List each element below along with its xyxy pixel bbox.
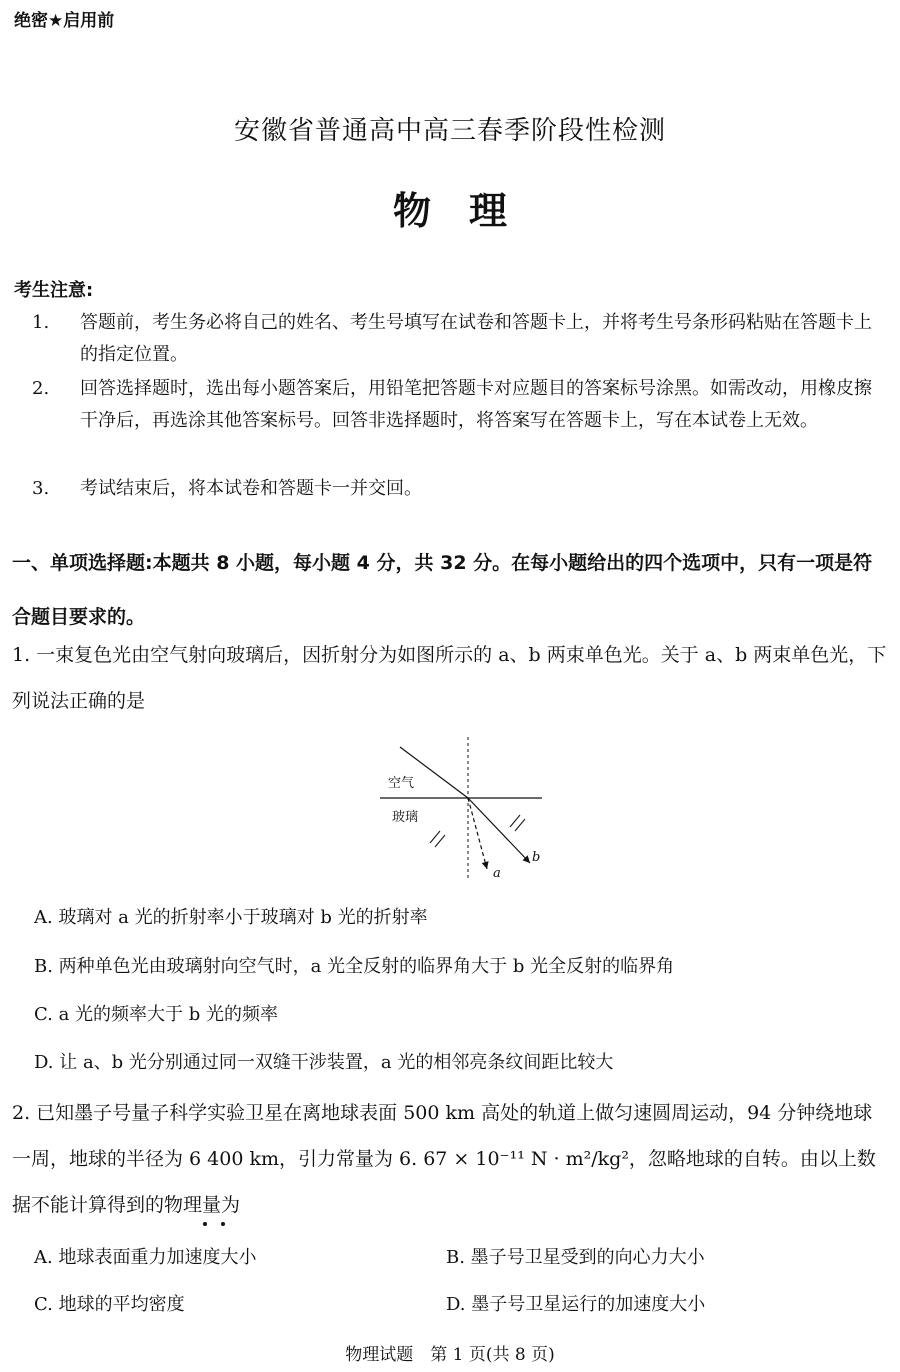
notice-item-3 [32,473,888,505]
air-label: 空气 [388,776,415,791]
notice-item-1 [32,307,888,371]
confidential-label: 绝密★启用前 [14,11,115,31]
q2-option-a: A. 地球表面重力加速度大小 [34,1247,257,1268]
emphasis-dot [203,1222,207,1226]
notice-item-text: 考试结束后，将本试卷和答题卡一并交回。 [80,478,422,499]
refraction-diagram [380,735,550,885]
subject-title: 物理 [392,189,545,233]
notice-item-text: 回答选择题时，选出每小题答案后，用铅笔把答题卡对应题目的答案标号涂黑。如需改动，用橡皮擦干净后，再选涂其他答案标号。回答非选择题时，将答案写在答题卡上，写在本试卷上无效。 [80,378,872,431]
ray-b-label: b [532,850,541,865]
question-2-stem: 2. 已知墨子号量子科学实验卫星在离地球表面 500 km 高处的轨道上做匀速圆周运动，94 分钟绕地球一周，地球的半径为 6 400 km，引力常量为 6. 67 × 10⁻¹¹ N · m²/kg²，忽略地球的自转。由以上数据不能计算得到的物理量为 [12,1102,876,1216]
notice-item-2 [32,373,888,437]
hatch-mark [430,831,440,843]
q2-option-c: C. 地球的平均密度 [34,1294,185,1315]
q1-option-a: A. 玻璃对 a 光的折射率小于玻璃对 b 光的折射率 [34,907,428,928]
question-1-stem: 1. 一束复色光由空气射向玻璃后，因折射分为如图所示的 a、b 两束单色光。关于 a、b 两束单色光，下列说法正确的是 [12,644,887,712]
hatch-mark [510,815,520,827]
hatch-mark [435,835,445,847]
section-heading: 一、单项选择题:本题共 8 小题，每小题 4 分，共 32 分。在每小题给出的四个选项中，只有一项是符合题目要求的。 [12,552,873,628]
notice-item-text: 答题前，考生务必将自己的姓名、考生号填写在试卷和答题卡上，并将考生号条形码粘贴在答题卡上的指定位置。 [80,312,872,365]
hatch-mark [515,819,525,831]
notice-item-number: 2. [32,378,50,399]
q1-option-d: D. 让 a、b 光分别通过同一双缝干涉装置，a 光的相邻亮条纹间距比较大 [34,1052,614,1073]
ray-a-label: a [493,866,501,881]
notice-item-number: 3. [32,478,50,499]
q2-option-b: B. 墨子号卫星受到的向心力大小 [446,1247,705,1268]
q1-option-c: C. a 光的频率大于 b 光的频率 [34,1004,278,1025]
glass-label: 玻璃 [392,810,419,825]
q2-option-d: D. 墨子号卫星运行的加速度大小 [446,1294,706,1315]
ray-b [468,798,530,863]
page-footer: 物理试题 第 1 页(共 8 页) [345,1345,555,1365]
notice-heading: 考生注意: [14,280,94,301]
notice-item-number: 1. [32,312,50,333]
exam-title: 安徽省普通高中高三春季阶段性检测 [233,116,666,146]
emphasis-dot [221,1222,225,1226]
q1-option-b: B. 两种单色光由玻璃射向空气时，a 光全反射的临界角大于 b 光全反射的临界角 [34,956,675,977]
